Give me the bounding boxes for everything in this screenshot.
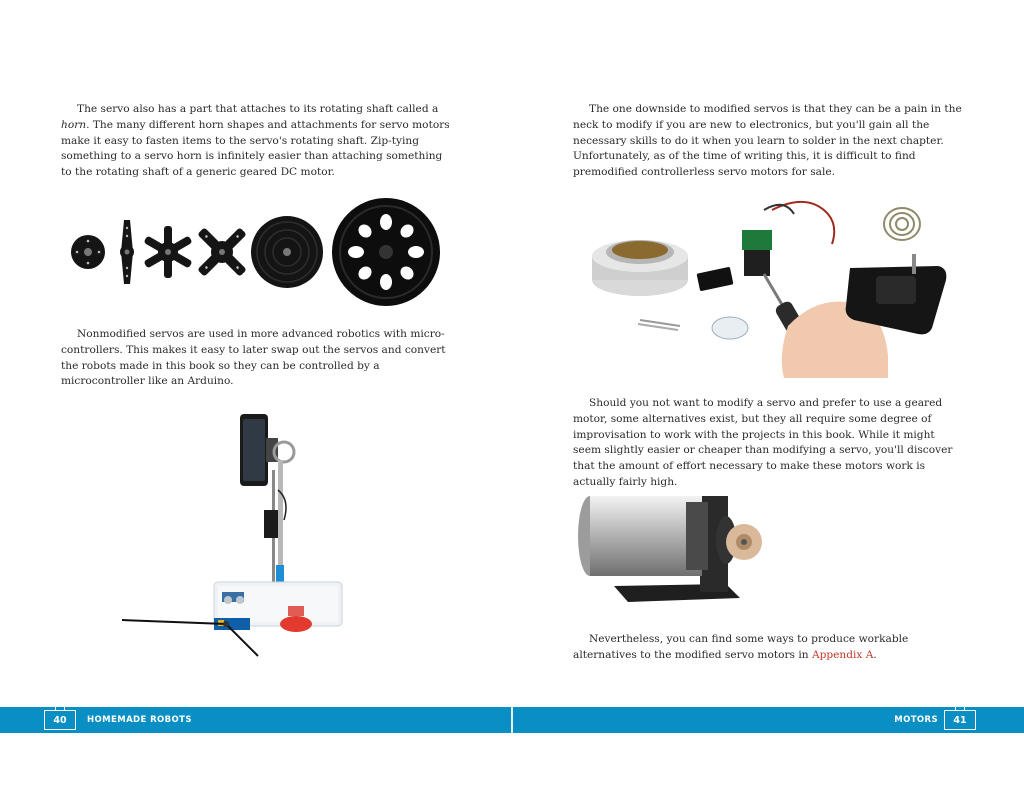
star-horn	[143, 226, 192, 278]
left-footer-title: HOMEMADE ROBOTS	[87, 715, 192, 725]
footer-bar	[0, 707, 1024, 733]
robot-antenna-icon	[955, 705, 965, 711]
round-horn-small	[71, 235, 105, 269]
page-divider	[511, 707, 513, 733]
phone-robot-image	[118, 410, 350, 658]
robot-antenna-icon	[55, 705, 65, 711]
left-paragraph-nonmodified: Nonmodified servos are used in more advanced robotics with microcontrollers. This makes it easy to later swap out the servos and convert the robots made in this book so they can be controlled by a microcontroller like an Arduino.	[61, 328, 446, 388]
right-paragraph-nevertheless: Nevertheless, you can find some ways to produce workable alternatives to the modified servo motors in Appendix A.	[573, 633, 909, 661]
disc-horn	[251, 216, 323, 288]
right-paragraph-alternatives: Should you not want to modify a servo and prefer to use a geared motor, some alternatives exist, but they all require some degree of improvisation to work with the projects in this book. While it might seem slightly easier or cheaper than modifying a servo, you'll discover that the amount of effort necessary to make these motors work is actually fairly high.	[573, 397, 953, 488]
right-page-number-badge: 41	[944, 710, 976, 730]
left-paragraph-horn: The servo also has a part that attaches to its rotating shaft called a horn. The many different horn shapes and attachments for servo motors make it easy to fasten items to the servo's rotating shaft. Zip-tying something to a servo horn is infinitely easier than attaching something to the rotating shaft of a generic geared DC motor.	[61, 103, 450, 179]
arm-horn	[120, 220, 134, 284]
soldering-kit-image	[588, 196, 952, 378]
left-page-number-badge: 40	[44, 710, 76, 730]
right-footer-title: MOTORS	[894, 715, 938, 725]
horn-term: horn	[61, 118, 87, 131]
right-paragraph-downside: The one downside to modified servos is that they can be a pain in the neck to modify if you are new to electronics, but you'll gain all the necessary skills to do it when you learn to solder in the next chapter. Unfortunately, as of the time of writing this, it is difficult to find premodified controllerless servo motors for sale.	[573, 103, 962, 179]
geared-motor-image	[576, 488, 768, 608]
appendix-a-link[interactable]: Appendix A	[811, 648, 874, 661]
servo-horns-image	[66, 196, 446, 308]
servo-wheel	[332, 198, 440, 306]
